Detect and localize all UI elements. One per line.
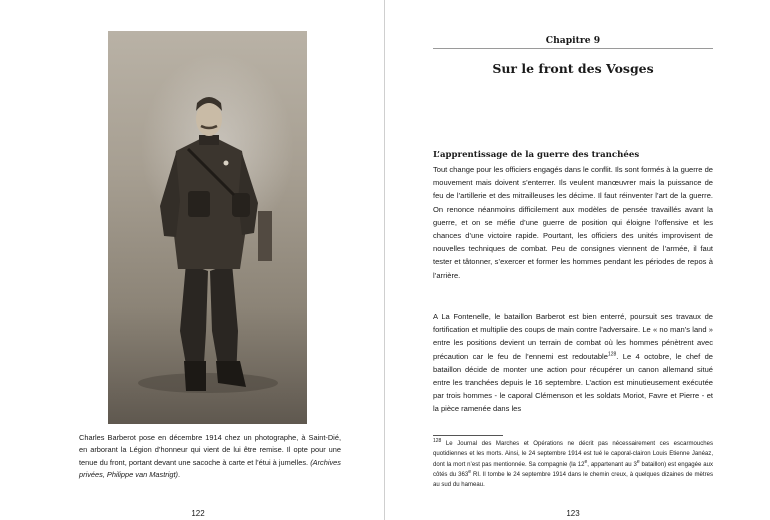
footnote-sup-1: e	[584, 458, 588, 465]
photo-caption	[79, 432, 341, 482]
footnote-text-b: , appartenant au 3	[587, 461, 637, 468]
body-paragraph-2	[433, 310, 713, 416]
footnote-rule	[433, 435, 503, 436]
footnote-text-d: RI. Il tombe le 24 septembre 1914 dans le chemin creux, à quelques dizaines de mètres au sud du hameau.	[433, 471, 714, 489]
section-heading: L’apprentissage de la guerre des tranchées	[433, 150, 640, 160]
footnote-text-c: bataillon) est engagée aux côtés du 363	[433, 461, 714, 478]
body-paragraph-1: Tout change pour les officiers engagés dans le conflit. Ils sont formés à la guerre de mouvement mais doivent s’enterrer. Ils veulent manœuvrer mais la puissance de feu de l’artillerie et des mitrailleuses les décime. Il faut réinventer l’art de la guerre. On renonce néanmoins difficilement aux modèles de pensée travaillés avant la guerre, et on se méfie d’une guerre de position qui éloigne l’offensive et les chances d’une victoire rapide. Pourtant, les officiers des unités improvisent de nouvelles techniques de combat. Peu de consignes viennent de l’armée, il faut tester et tâtonner, s’exercer et former les hommes pendant les périodes de repos à l’arrière.	[433, 165, 713, 280]
chapter-label: Chapitre 9	[545, 35, 601, 46]
footnote-number: 128	[433, 437, 442, 444]
caption-end: .	[178, 470, 181, 480]
paragraph-2-text-a: A La Fontenelle, le bataillon Barberot est bien enterré, poursuit ses travaux de fortification et multiplie des coups de main contre l’adversaire. Le « no man’s land » entre les positions devient un terrain de combat où les hommes pénètrent avec précaution car le feu de l’ennemi est redoutable	[433, 312, 713, 361]
footnote-text-a: Le Journal des Marches et Opérations ne décrit pas nécessairement ces escarmouches quotidiennes et les morts. Ainsi, le 24 septembre 1914 est tué le caporal-clairon Louis Etienne Janéaz, dont la mort n’est pas mentionnée. Sa compagnie (la 12	[433, 441, 713, 468]
page-number-right: 123	[566, 509, 580, 518]
paragraph-2-text-b: . Le 4 octobre, le chef de bataillon décide de monter une action pour récupérer un canon allemand situé entre les tranchées depuis le 16 septembre. L’action est minutieusement exécutée par trois hommes - le caporal Clémenson et les soldats Moriot, Favre et Pierre - et la pièce ramenée dans les	[433, 351, 713, 414]
footnote-reference[interactable]: 128	[607, 351, 617, 358]
caption-text: Charles Barberot pose en décembre 1914 chez un photographe, à Saint-Dié, en arborant la Légion d’honneur qui vient de lui être remise. Il opte pour une tenue du front, portant devant une sacoche à carte et l’étui à jumelles.	[79, 433, 341, 467]
caption-source: (Archives privées, Philippe van Mastrigt)	[79, 457, 341, 480]
footnote-sup-2: e	[636, 458, 640, 465]
footnote-sup-3: e	[468, 468, 472, 475]
footnote	[433, 439, 713, 490]
soldier-photograph	[108, 31, 307, 424]
page-number-left: 122	[191, 509, 205, 518]
chapter-rule	[433, 48, 713, 49]
chapter-title: Sur le front des Vosges	[492, 61, 654, 76]
page-spine	[384, 0, 385, 520]
